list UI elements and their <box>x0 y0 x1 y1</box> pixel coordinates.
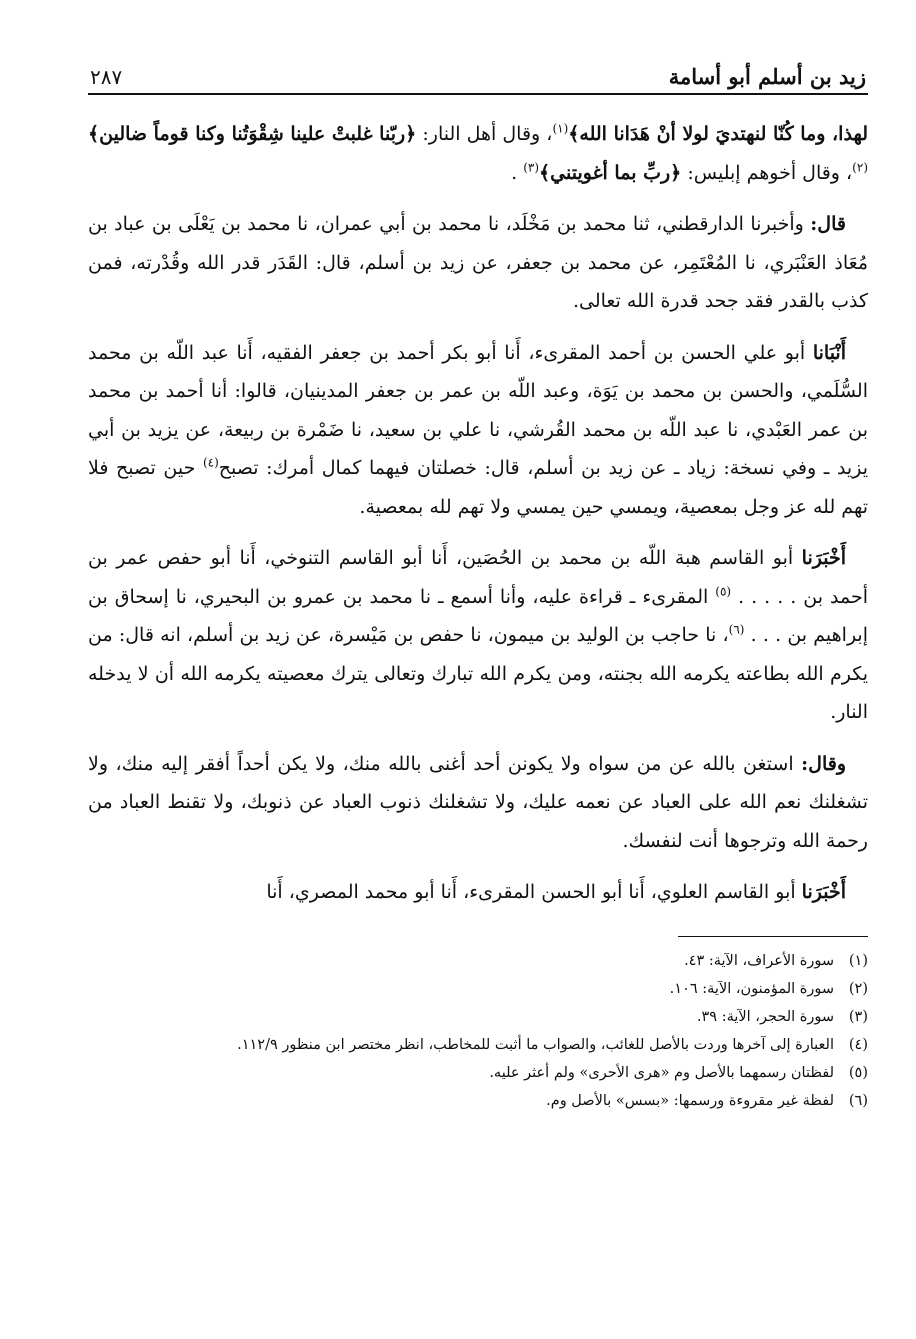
footnote-number: (٥) <box>848 1064 868 1081</box>
text-segment: أبو علي الحسن بن أحمد المقرىء، أَنا أبو بكر أحمد بن جعفر الفقيه، أَنا عبد اللّه بن محمد السُّلَمي، والحسن بن محمد بن يَوَة، وعبد اللّه بن عمر بن جعفر المدينيان، قالوا: أنا أحمد بن محمد بن عمر العَبْدي، نا عبد اللّه بن محمد القُرشي، نا علي بن سعيد، نا ضَمْرة بن ربيعة، عن يزيد بن أبي يزيد ـ وفي نسخة: زياد ـ عن زيد بن أسلم، قال: خصلتان فيهما كمال أمرك: تصبح <box>88 341 868 479</box>
footnote-marker: (١) <box>552 121 569 136</box>
text-segment: ، نا حاجب بن الوليد بن ميمون، نا حفص بن مَيْسرة، عن زيد بن أسلم، انه قال: من يكرم الله بطاعته يكرمه الله بجنته، ومن يكرم الله تبارك وتعالى يترك معصيته يكرمه الله أن لا يدخله النار. <box>88 624 868 723</box>
paragraph-lead-word: أَخْبَرَنا <box>801 881 846 903</box>
footnote-item <box>88 1003 868 1031</box>
page-number: ٢٨٧ <box>90 65 123 89</box>
paragraph <box>88 334 868 527</box>
footnote-text: لفظتان رسمهما بالأصل وم «هرى الأحرى» ولم أعثر عليه. <box>489 1064 834 1081</box>
footnote-item <box>88 1059 868 1087</box>
quran-quote: ﴿ربِّ بما أغويتني﴾ <box>539 161 682 184</box>
footnote-text: لفظة غير مقروءة ورسمها: «بسس» بالأصل وم. <box>546 1092 834 1109</box>
quran-quote: لهذا، وما كُنّا لنهتديَ لولا أنْ هَدَانا الله﴾ <box>568 123 868 145</box>
paragraph <box>88 115 868 192</box>
footnote-marker: (٤) <box>202 455 219 470</box>
footnote-text: سورة المؤمنون، الآية: ١٠٦. <box>669 980 834 997</box>
footnote-item <box>88 975 868 1003</box>
footnote-number: (٢) <box>848 980 868 997</box>
book-page <box>88 55 868 1115</box>
text-segment: أبو القاسم هبة اللّه بن محمد بن الحُصَين، أَنا أبو القاسم التنوخي، أَنا أبو حفص عمر بن أحمد بن . . . . . <box>88 547 868 608</box>
main-text <box>88 115 868 912</box>
footnote-marker: (٣) <box>523 160 540 175</box>
text-segment: وأخبرنا الدارقطني، ثنا محمد بن مَخْلَد، نا محمد بن أبي عمران، نا محمد بن يَعْلَى بن عباد بن مُعَاذ العَنْبَري، نا المُعْتَمِر، عن محمد بن جعفر، عن زيد بن أسلم، قال: القَدَر قدر الله وقُدْرته، فمن كذب بالقدر فقد جحد قدرة الله تعالى. <box>88 213 868 312</box>
paragraph <box>88 205 868 321</box>
text-segment: أبو القاسم العلوي، أَنا أبو الحسن المقرىء، أَنا أبو محمد المصري، أَنا <box>266 881 802 903</box>
footnote-marker: (٦) <box>728 622 745 637</box>
paragraph-lead-word: قال: <box>810 213 846 235</box>
footnote-item <box>88 1031 868 1059</box>
paragraph <box>88 745 868 861</box>
footnote-marker: (٢) <box>852 160 868 175</box>
footnote-text: سورة الأعراف، الآية: ٤٣. <box>684 952 834 969</box>
paragraph <box>88 539 868 732</box>
footnote-text: سورة الحجر، الآية: ٣٩. <box>696 1008 834 1025</box>
text-segment: المقرىء ـ قراءة عليه، وأنا أسمع ـ نا محمد بن عمرو بن البحيري، نا إسحاق بن إبراهيم بن . . . <box>88 585 869 646</box>
text-segment: ، وقال أخوهم إبليس: <box>681 161 853 184</box>
footnote-text: العبارة إلى آخرها وردت بالأصل للغائب، والصواب ما أثبت للمخاطب، انظر مختصر ابن منظور ١١٢/٩. <box>237 1036 834 1053</box>
footnote-number: (١) <box>848 952 868 969</box>
text-segment: ، وقال أهل النار: <box>416 123 553 145</box>
text-segment: . <box>511 161 524 184</box>
quran-quote: ﴿ربّنا غلبتْ علينا شِقْوَتُنا وكنا قوماً ضالين﴾ <box>88 123 417 145</box>
footnote-number: (٦) <box>848 1092 868 1109</box>
paragraph <box>88 873 868 912</box>
footnote-separator <box>678 936 868 937</box>
paragraph-lead-word: أَنْبَانا <box>812 341 846 364</box>
footnote-item <box>88 947 868 975</box>
footnote-number: (٣) <box>848 1008 868 1025</box>
running-header <box>88 55 868 95</box>
text-segment: حين تصبح فلا تهم لله عز وجل بمعصية، ويمسي حين يمسي ولا تهم لله بمعصية. <box>88 457 868 518</box>
footnote-number: (٤) <box>848 1036 868 1053</box>
text-segment: استغن بالله عن من سواه ولا يكونن أحد أغنى بالله منك، ولا يكن أحداً أفقر إليه منك، ولا تشغلنك نعم الله على العباد عن نعمه عليك، ولا تشغلنك ذنوب العباد عن ذنوبك، ولا تقنط العباد من رحمة الله وترجوها أنت لنفسك. <box>88 752 868 852</box>
header-title: زيد بن أسلم أبو أسامة <box>668 64 866 89</box>
paragraph-lead-word: وقال: <box>801 752 846 775</box>
footnote-marker: (٥) <box>715 584 732 599</box>
footnotes <box>88 947 868 1115</box>
paragraph-lead-word: أَخْبَرَنا <box>801 547 846 569</box>
footnote-item <box>88 1087 868 1115</box>
